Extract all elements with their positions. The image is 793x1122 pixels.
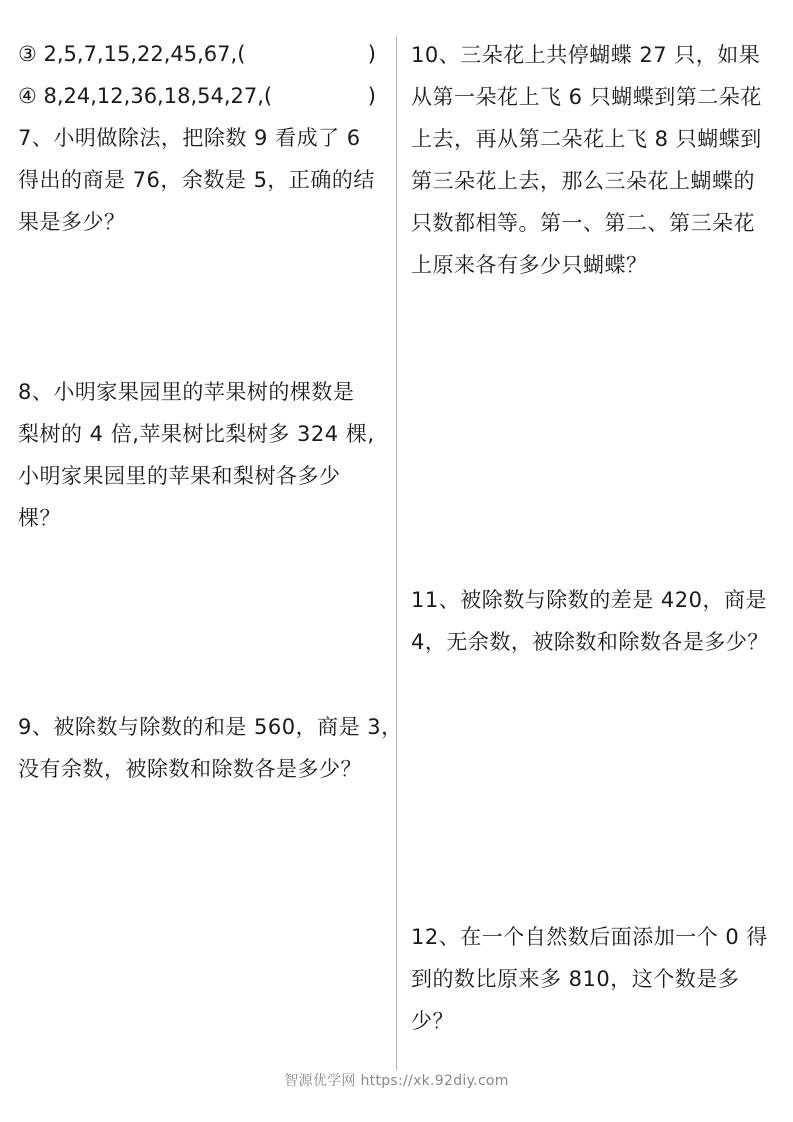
question-8-line: 8、小明家果园里的苹果树的棵数是 (18, 380, 355, 404)
question-10-line: 第三朵花上去，那么三朵花上蝴蝶的 (411, 169, 755, 193)
question-11-line: 11、被除数与除数的差是 420，商是 (411, 588, 767, 612)
question-10-line: 10、三朵花上共停蝴蝶 27 只，如果 (411, 43, 761, 67)
column-divider (396, 36, 397, 1070)
sequence-4 (18, 80, 378, 112)
question-8-line: 梨树的 4 倍,苹果树比梨树多 324 棵, (18, 422, 375, 446)
question-10-line: 上去，再从第二朵花上飞 8 只蝴蝶到 (411, 127, 762, 151)
question-8 (18, 371, 375, 539)
question-8-line: 小明家果园里的苹果和梨树各多少 (18, 464, 341, 488)
question-8-line: 棵？ (18, 506, 61, 530)
question-7-line: 得出的商是 76，余数是 5，正确的结 (18, 168, 375, 192)
sequence-4-close-paren: ) (367, 84, 376, 108)
question-12-line: 12、在一个自然数后面添加一个 0 得 (411, 925, 768, 949)
sequence-3-text: ③ 2,5,7,15,22,45,67,( (18, 42, 246, 66)
sequence-3-close-paren: ) (367, 42, 376, 66)
sequence-4-text: ④ 8,24,12,36,18,54,27,( (18, 84, 273, 108)
question-7-line: 7、小明做除法，把除数 9 看成了 6 (18, 126, 361, 150)
question-10-line: 从第一朵花上飞 6 只蝴蝶到第二朵花 (411, 85, 762, 109)
footer-watermark: 智源优学网 https://xk.92diy.com (284, 1073, 509, 1089)
question-9 (18, 706, 403, 790)
question-12-line: 少？ (411, 1009, 454, 1033)
question-10-line: 上原来各有多少只蝴蝶？ (411, 253, 648, 277)
question-7 (18, 117, 375, 243)
sequence-3 (18, 38, 378, 70)
question-12 (411, 916, 768, 1042)
question-10-line: 只数都相等。第一、第二、第三朵花 (411, 211, 755, 235)
question-12-line: 到的数比原来多 810，这个数是多 (411, 967, 740, 991)
question-11-line: 4，无余数，被除数和除数各是多少？ (411, 630, 769, 654)
question-7-line: 果是多少？ (18, 210, 126, 234)
question-9-line: 没有余数，被除数和除数各是多少？ (18, 757, 362, 781)
question-10 (411, 34, 762, 286)
question-9-line: 9、被除数与除数的和是 560，商是 3， (18, 715, 403, 739)
question-11 (411, 579, 769, 663)
